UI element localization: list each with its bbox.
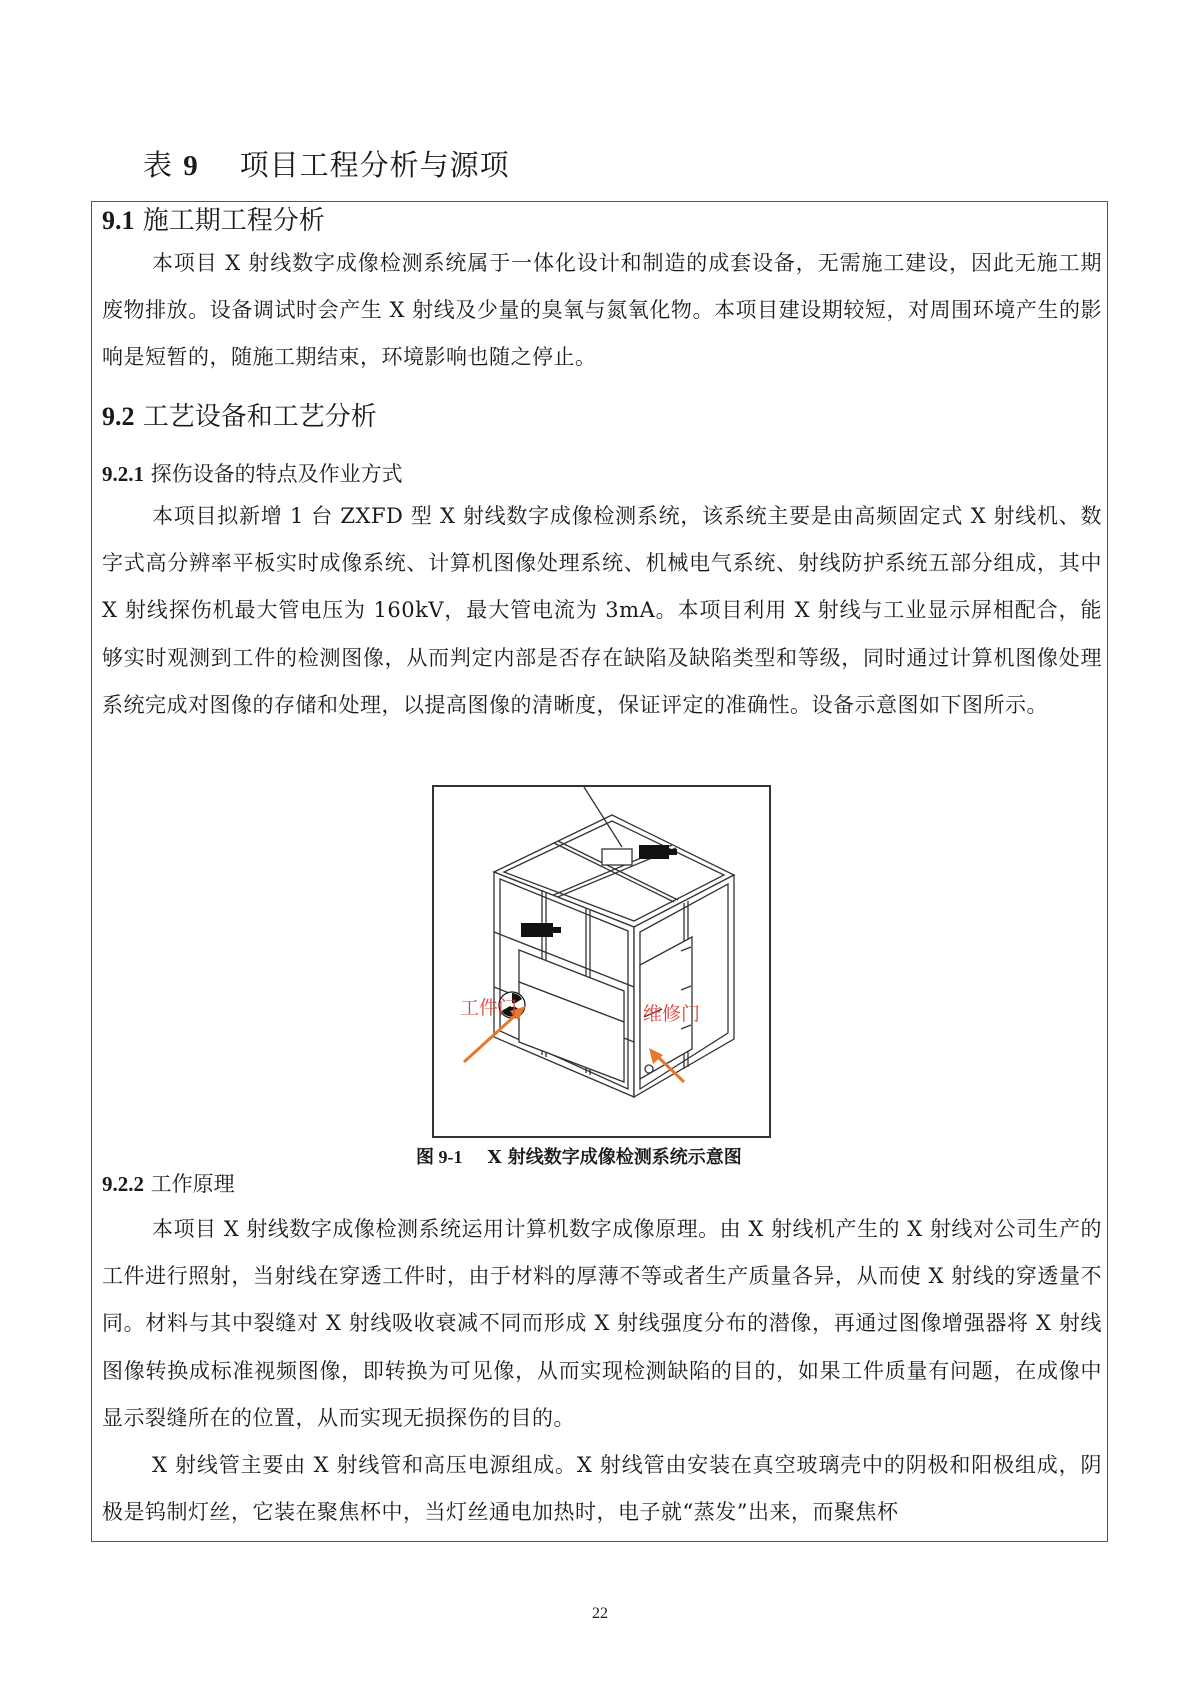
paragraph-xray-tube: X 射线管主要由 X 射线管和高压电源组成。X 射线管由安装在真空玻璃壳中的阴极和阳极组成，阴极是钨制灯丝，它装在聚焦杯中，当灯丝通电加热时，电子就“蒸发”出来，而聚焦杯: [102, 1453, 1102, 1525]
section-heading-9-1: 9.1 施工期工程分析: [102, 206, 325, 236]
label-maintenance-door: 维修门: [643, 1003, 701, 1025]
paragraph-9-2-2: [102, 1206, 1102, 1536]
section-heading-9-2-1: 9.2.1 探伤设备的特点及作业方式: [102, 462, 403, 486]
equipment-diagram: [432, 785, 771, 1138]
paragraph-9-1: 本项目 X 射线数字成像检测系统属于一体化设计和制造的成套设备，无需施工建设，因此无施工期废物排放。设备调试时会产生 X 射线及少量的臭氧与氮氧化物。本项目建设期较短，对周围环境产生的影响是短暂的，随施工期结束，环境影响也随之停止。: [102, 251, 1102, 370]
page-number: 22: [592, 1605, 608, 1622]
paragraph-principle: 本项目 X 射线数字成像检测系统运用计算机数字成像原理。由 X 射线机产生的 X 射线对公司生产的工件进行照射，当射线在穿透工件时，由于材料的厚薄不等或者生产质量各异，从而使 X 射线的穿透量不同。材料与其中裂缝对 X 射线吸收衰减不同而形成 X 射线强度分布的潜像，再通过图像增强器将 X 射线图像转换成标准视频图像，即转换为可见像，从而实现检测缺陷的目的，如果工件质量有问题，在成像中显示裂缝所在的位置，从而实现无损探伤的目的。: [102, 1217, 1102, 1430]
xray-cabinet-drawing: [434, 787, 769, 1136]
table-title: 表 9 项目工程分析与源项: [143, 148, 510, 182]
paragraph-9-2-1: 本项目拟新增 1 台 ZXFD 型 X 射线数字成像检测系统，该系统主要是由高频固定式 X 射线机、数字式高分辨率平板实时成像系统、计算机图像处理系统、机械电气系统、射线防护系统五部分组成，其中 X 射线探伤机最大管电压为 160kV，最大管电流为 3mA。本项目利用 X 射线与工业显示屏相配合，能够实时观测到工件的检测图像，从而判定内部是否存在缺陷及缺陷类型和等级，同时通过计算机图像处理系统完成对图像的存储和处理，以提高图像的清晰度，保证评定的准确性。设备示意图如下图所示。: [102, 504, 1102, 717]
section-heading-9-2: 9.2 工艺设备和工艺分析: [102, 402, 377, 432]
figure-caption: 图 9-1 X 射线数字成像检测系统示意图: [416, 1147, 742, 1168]
label-workpiece-door: 工件门: [460, 997, 518, 1019]
section-heading-9-2-2: 9.2.2 工作原理: [102, 1172, 235, 1196]
